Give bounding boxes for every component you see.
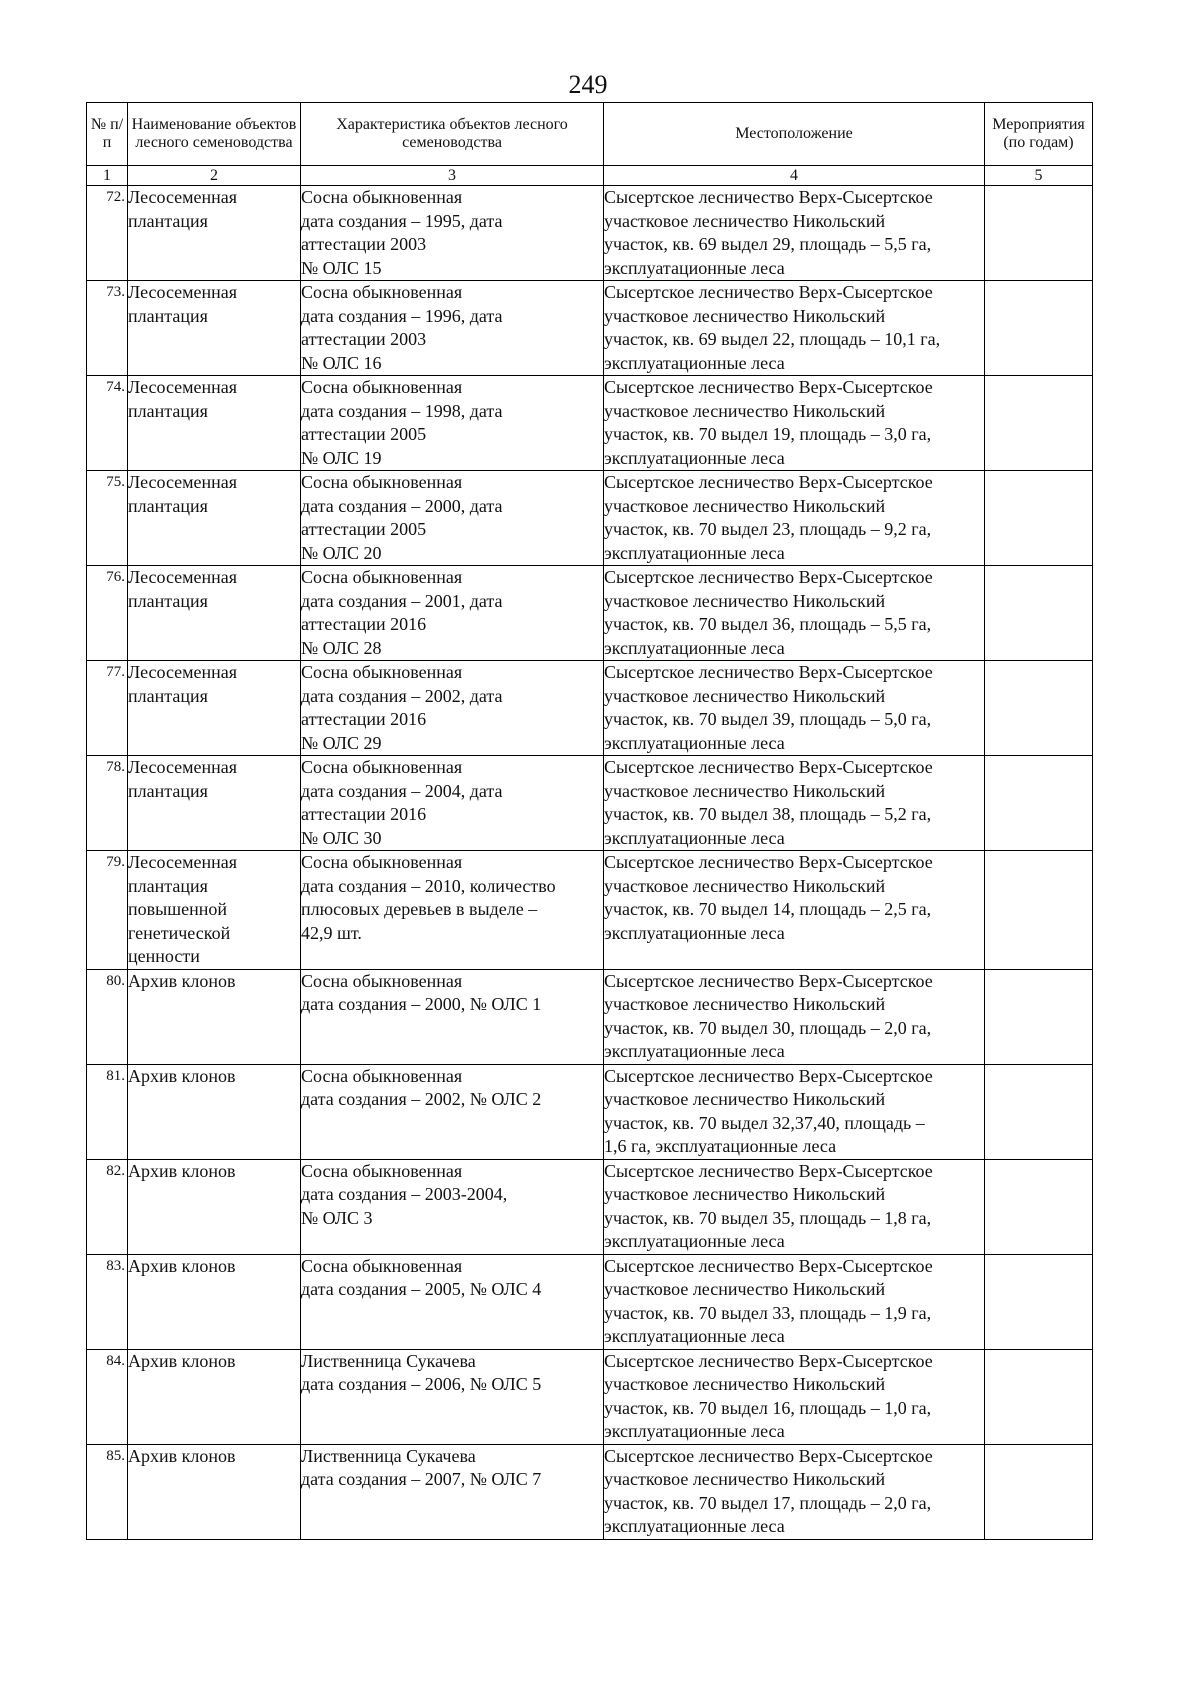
object-name <box>128 566 301 661</box>
object-events <box>985 1254 1093 1349</box>
object-location-line: участковое лесничество Никольский <box>604 1184 886 1204</box>
page-number: 249 <box>568 70 608 99</box>
object-name <box>128 186 301 281</box>
object-location-line: эксплуатационные леса <box>604 1041 785 1061</box>
object-events <box>985 1349 1093 1444</box>
table-row <box>87 186 1093 281</box>
object-characteristics-line: № ОЛС 29 <box>301 732 382 753</box>
object-location-line: Сысертское лесничество Верх-Сысертское <box>604 757 933 777</box>
table-row <box>87 1444 1093 1539</box>
object-name-line: Лесосеменная <box>128 757 238 777</box>
object-location-line: участок, кв. 69 выдел 29, площадь – 5,5 га, <box>604 234 932 254</box>
object-events <box>985 376 1093 471</box>
object-characteristics-line: аттестации 2003 <box>301 329 427 349</box>
object-location-line: участок, кв. 70 выдел 33, площадь – 1,9 га, <box>604 1302 932 1323</box>
row-number: 83. <box>87 1254 128 1349</box>
object-location-line: эксплуатационные леса <box>604 1516 785 1536</box>
object-name-line: Архив клонов <box>128 970 236 991</box>
object-location-line: участковое лесничество Никольский <box>604 1374 886 1394</box>
object-location-line: 1,6 га, эксплуатационные леса <box>604 1136 837 1156</box>
table-row <box>87 969 1093 1064</box>
object-location-line: участковое лесничество Никольский <box>604 994 886 1014</box>
object-characteristics-line: № ОЛС 20 <box>301 542 382 563</box>
object-events <box>985 281 1093 376</box>
object-characteristics-line: № ОЛС 19 <box>301 447 382 468</box>
object-characteristics-line: дата создания – 2005, № ОЛС 4 <box>301 1279 542 1299</box>
object-events <box>985 1064 1093 1159</box>
object-characteristics-line: Сосна обыкновенная <box>301 377 463 397</box>
object-name <box>128 376 301 471</box>
object-location <box>604 471 985 566</box>
object-location-line: Сысертское лесничество Верх-Сысертское <box>604 377 933 397</box>
object-name-line: плантация <box>128 875 208 896</box>
object-location-line: участок, кв. 70 выдел 38, площадь – 5,2 га, <box>604 804 932 824</box>
object-name <box>128 1254 301 1349</box>
row-number: 80. <box>87 969 128 1064</box>
object-name-line: плантация <box>128 400 208 421</box>
object-characteristics-line: Сосна обыкновенная <box>301 472 463 492</box>
object-characteristics-line: № ОЛС 28 <box>301 637 382 658</box>
header-number: № п/п <box>87 103 128 166</box>
object-location-line: Сысертское лесничество Верх-Сысертское <box>604 852 933 872</box>
object-name <box>128 1159 301 1254</box>
object-location <box>604 661 985 756</box>
object-name <box>128 1349 301 1444</box>
column-number-row <box>87 166 1093 186</box>
object-characteristics-line: Сосна обыкновенная <box>301 567 463 587</box>
table-row <box>87 661 1093 756</box>
table-row <box>87 566 1093 661</box>
object-name <box>128 281 301 376</box>
object-location-line: участок, кв. 70 выдел 39, площадь – 5,0 га, <box>604 709 932 729</box>
object-characteristics-line: дата создания – 2007, № ОЛС 7 <box>301 1469 542 1489</box>
column-number: 3 <box>301 166 604 186</box>
object-characteristics-line: Сосна обыкновенная <box>301 1255 463 1276</box>
object-location-line: участковое лесничество Никольский <box>604 1089 886 1109</box>
object-characteristics <box>301 376 604 471</box>
object-characteristics-line: Сосна обыкновенная <box>301 282 463 302</box>
object-characteristics-line: Лиственница Сукачева <box>301 1350 476 1371</box>
object-characteristics <box>301 661 604 756</box>
column-number: 4 <box>604 166 985 186</box>
object-name-line: Лесосеменная <box>128 377 238 397</box>
object-location <box>604 1064 985 1159</box>
object-characteristics-line: Сосна обыкновенная <box>301 662 463 682</box>
object-name-line: Лесосеменная <box>128 567 238 587</box>
object-location-line: участковое лесничество Никольский <box>604 305 886 326</box>
object-location-line: участок, кв. 70 выдел 35, площадь – 1,8 га, <box>604 1207 932 1228</box>
object-characteristics-line: дата создания – 2006, № ОЛС 5 <box>301 1374 542 1394</box>
object-location <box>604 1254 985 1349</box>
object-characteristics-line: дата создания – 2004, дата <box>301 780 503 801</box>
object-characteristics <box>301 471 604 566</box>
object-location-line: Сысертское лесничество Верх-Сысертское <box>604 662 933 682</box>
object-location-line: Сысертское лесничество Верх-Сысертское <box>604 1255 933 1276</box>
object-characteristics-line: Сосна обыкновенная <box>301 1160 463 1181</box>
object-characteristics <box>301 566 604 661</box>
table-row <box>87 1349 1093 1444</box>
row-number: 81. <box>87 1064 128 1159</box>
object-name <box>128 969 301 1064</box>
object-events <box>985 969 1093 1064</box>
object-name <box>128 1064 301 1159</box>
object-location-line: эксплуатационные леса <box>604 637 785 658</box>
object-location-line: Сысертское лесничество Верх-Сысертское <box>604 1160 933 1181</box>
object-location-line: Сысертское лесничество Верх-Сысертское <box>604 472 933 492</box>
object-name-line: Архив клонов <box>128 1445 236 1466</box>
object-location-line: участок, кв. 70 выдел 36, площадь – 5,5 га, <box>604 614 932 634</box>
object-location-line: участковое лесничество Никольский <box>604 875 886 896</box>
row-number: 75. <box>87 471 128 566</box>
object-name-line: генетической <box>128 922 231 943</box>
seed-objects-table <box>86 102 1093 1540</box>
object-characteristics-line: Лиственница Сукачева <box>301 1445 476 1466</box>
object-name-line: Архив клонов <box>128 1350 236 1371</box>
object-characteristics <box>301 756 604 851</box>
table-row <box>87 471 1093 566</box>
object-location-line: Сысертское лесничество Верх-Сысертское <box>604 282 933 302</box>
object-location-line: участковое лесничество Никольский <box>604 1279 886 1299</box>
object-characteristics <box>301 969 604 1064</box>
object-name-line: Лесосеменная <box>128 662 238 682</box>
object-characteristics <box>301 851 604 970</box>
object-name-line: Лесосеменная <box>128 187 238 207</box>
object-name <box>128 756 301 851</box>
object-characteristics <box>301 1254 604 1349</box>
table-row <box>87 376 1093 471</box>
header-name: Наименование объектов лесного семеноводства <box>128 103 301 166</box>
object-characteristics-line: № ОЛС 30 <box>301 827 382 848</box>
object-characteristics-line: аттестации 2016 <box>301 709 427 729</box>
object-characteristics-line: аттестации 2016 <box>301 804 427 824</box>
table-header <box>87 103 1093 186</box>
object-location-line: эксплуатационные леса <box>604 1326 785 1346</box>
column-number: 2 <box>128 166 301 186</box>
object-events <box>985 471 1093 566</box>
object-characteristics-line: дата создания – 2000, № ОЛС 1 <box>301 994 542 1014</box>
row-number: 77. <box>87 661 128 756</box>
object-characteristics <box>301 1159 604 1254</box>
object-location-line: участковое лесничество Никольский <box>604 780 886 801</box>
object-characteristics <box>301 186 604 281</box>
object-characteristics-line: дата создания – 2002, № ОЛС 2 <box>301 1089 542 1109</box>
object-characteristics-line: дата создания – 1996, дата <box>301 305 503 326</box>
object-location-line: участок, кв. 70 выдел 16, площадь – 1,0 га, <box>604 1397 932 1418</box>
object-characteristics-line: дата создания – 1995, дата <box>301 210 503 231</box>
object-location-line: Сысертское лесничество Верх-Сысертское <box>604 187 933 207</box>
header-row <box>87 103 1093 166</box>
object-characteristics-line: дата создания – 2001, дата <box>301 590 503 611</box>
object-location-line: участковое лесничество Никольский <box>604 590 886 611</box>
object-location-line: участковое лесничество Никольский <box>604 1469 886 1489</box>
object-location-line: Сысертское лесничество Верх-Сысертское <box>604 970 933 991</box>
object-events <box>985 851 1093 970</box>
object-name-line: плантация <box>128 685 208 706</box>
object-location-line: эксплуатационные леса <box>604 257 785 278</box>
object-location <box>604 281 985 376</box>
object-name <box>128 471 301 566</box>
table-row <box>87 281 1093 376</box>
object-name <box>128 1444 301 1539</box>
object-name-line: Лесосеменная <box>128 472 238 492</box>
table-row <box>87 1064 1093 1159</box>
row-number: 76. <box>87 566 128 661</box>
object-name-line: ценности <box>128 946 200 966</box>
object-name-line: повышенной <box>128 899 227 919</box>
object-location-line: участковое лесничество Никольский <box>604 400 886 421</box>
object-characteristics-line: Сосна обыкновенная <box>301 187 463 207</box>
object-location-line: участок, кв. 70 выдел 14, площадь – 2,5 га, <box>604 899 932 919</box>
object-events <box>985 186 1093 281</box>
object-characteristics-line: аттестации 2016 <box>301 614 427 634</box>
object-characteristics-line: № ОЛС 16 <box>301 352 382 373</box>
object-name <box>128 851 301 970</box>
object-characteristics-line: Сосна обыкновенная <box>301 852 463 872</box>
object-characteristics-line: дата создания – 2010, количество <box>301 875 556 896</box>
object-location-line: эксплуатационные леса <box>604 1231 785 1251</box>
table-row <box>87 1254 1093 1349</box>
object-location-line: эксплуатационные леса <box>604 922 785 943</box>
object-characteristics-line: дата создания – 2003-2004, <box>301 1184 508 1204</box>
header-characteristics: Характеристика объектов лесного семеноводства <box>301 103 604 166</box>
object-name-line: Лесосеменная <box>128 852 238 872</box>
object-characteristics-line: аттестации 2005 <box>301 519 427 539</box>
object-location-line: Сысертское лесничество Верх-Сысертское <box>604 1065 933 1086</box>
row-number: 82. <box>87 1159 128 1254</box>
row-number: 72. <box>87 186 128 281</box>
object-characteristics-line: № ОЛС 15 <box>301 257 382 278</box>
object-location <box>604 851 985 970</box>
object-characteristics-line: Сосна обыкновенная <box>301 970 463 991</box>
object-location <box>604 566 985 661</box>
object-location <box>604 756 985 851</box>
object-name-line: Лесосеменная <box>128 282 238 302</box>
object-location-line: участковое лесничество Никольский <box>604 685 886 706</box>
object-location-line: участок, кв. 70 выдел 19, площадь – 3,0 га, <box>604 424 932 444</box>
column-number: 1 <box>87 166 128 186</box>
object-characteristics <box>301 1444 604 1539</box>
table-row <box>87 1159 1093 1254</box>
object-characteristics-line: № ОЛС 3 <box>301 1207 373 1228</box>
object-location-line: участок, кв. 69 выдел 22, площадь – 10,1 га, <box>604 329 941 349</box>
row-number: 79. <box>87 851 128 970</box>
object-characteristics-line: аттестации 2005 <box>301 424 427 444</box>
object-location <box>604 186 985 281</box>
object-characteristics-line: Сосна обыкновенная <box>301 757 463 777</box>
object-location-line: участок, кв. 70 выдел 17, площадь – 2,0 га, <box>604 1492 932 1513</box>
object-name-line: плантация <box>128 495 208 516</box>
object-location <box>604 1159 985 1254</box>
object-characteristics-line: Сосна обыкновенная <box>301 1065 463 1086</box>
object-characteristics <box>301 1064 604 1159</box>
object-events <box>985 1159 1093 1254</box>
object-characteristics-line: дата создания – 2000, дата <box>301 495 503 516</box>
object-location-line: участковое лесничество Никольский <box>604 495 886 516</box>
table-row <box>87 851 1093 970</box>
object-characteristics-line: дата создания – 2002, дата <box>301 685 503 706</box>
object-location-line: эксплуатационные леса <box>604 732 785 753</box>
object-location-line: Сысертское лесничество Верх-Сысертское <box>604 1445 933 1466</box>
object-characteristics <box>301 281 604 376</box>
object-characteristics-line: аттестации 2003 <box>301 234 427 254</box>
row-number: 84. <box>87 1349 128 1444</box>
object-name-line: Архив клонов <box>128 1255 236 1276</box>
header-events: Мероприятия (по годам) <box>985 103 1093 166</box>
object-location-line: эксплуатационные леса <box>604 1421 785 1441</box>
object-characteristics-line: дата создания – 1998, дата <box>301 400 503 421</box>
column-number: 5 <box>985 166 1093 186</box>
row-number: 74. <box>87 376 128 471</box>
object-location-line: участковое лесничество Никольский <box>604 210 886 231</box>
object-name-line: Архив клонов <box>128 1065 236 1086</box>
object-events <box>985 756 1093 851</box>
object-location <box>604 1349 985 1444</box>
object-location <box>604 969 985 1064</box>
object-location-line: эксплуатационные леса <box>604 447 785 468</box>
header-location: Местоположение <box>604 103 985 166</box>
table-body <box>87 186 1093 1540</box>
object-characteristics-line: плюсовых деревьев в выделе – <box>301 899 538 919</box>
object-location-line: участок, кв. 70 выдел 32,37,40, площадь – <box>604 1112 925 1133</box>
object-name <box>128 661 301 756</box>
object-location-line: эксплуатационные леса <box>604 542 785 563</box>
object-name-line: плантация <box>128 305 208 326</box>
object-location-line: Сысертское лесничество Верх-Сысертское <box>604 567 933 587</box>
object-location-line: эксплуатационные леса <box>604 352 785 373</box>
object-location-line: Сысертское лесничество Верх-Сысертское <box>604 1350 933 1371</box>
object-name-line: плантация <box>128 780 208 801</box>
row-number: 73. <box>87 281 128 376</box>
object-events <box>985 566 1093 661</box>
object-location-line: участок, кв. 70 выдел 23, площадь – 9,2 га, <box>604 519 932 539</box>
object-location-line: участок, кв. 70 выдел 30, площадь – 2,0 га, <box>604 1017 932 1038</box>
object-location <box>604 1444 985 1539</box>
object-events <box>985 661 1093 756</box>
object-events <box>985 1444 1093 1539</box>
object-location-line: эксплуатационные леса <box>604 827 785 848</box>
table-row <box>87 756 1093 851</box>
object-name-line: плантация <box>128 590 208 611</box>
row-number: 85. <box>87 1444 128 1539</box>
object-characteristics-line: 42,9 шт. <box>301 922 362 943</box>
object-name-line: Архив клонов <box>128 1160 236 1181</box>
object-characteristics <box>301 1349 604 1444</box>
object-name-line: плантация <box>128 210 208 231</box>
row-number: 78. <box>87 756 128 851</box>
object-location <box>604 376 985 471</box>
